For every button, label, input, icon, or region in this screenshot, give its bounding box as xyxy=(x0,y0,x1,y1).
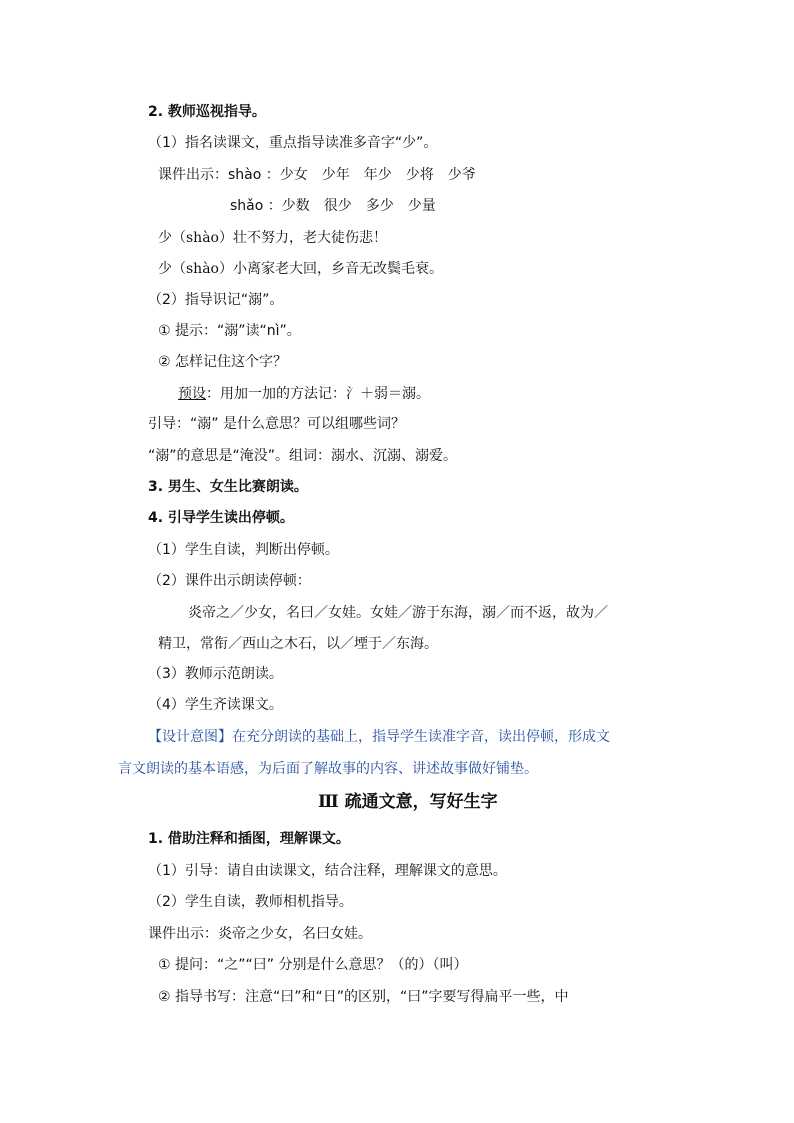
question-zhi-yue: ① 提问：“之”“曰” 分别是什么意思？（的）（叫） xyxy=(158,957,468,973)
guide-question: 引导：“溺” 是什么意思？可以组哪些词？ xyxy=(148,416,405,432)
design-intent-line-1: 【设计意图】在充分朗读的基础上，指导学生读准字音，读出停顿，形成文 xyxy=(148,729,610,745)
courseware-text: 炎帝之少女，名曰女娃。 xyxy=(218,926,372,942)
step-4-item-2: （2）课件出示朗读停顿： xyxy=(148,573,311,589)
courseware-shao4: 课件出示：shào ：少女 少年 年少 少将 少爷 xyxy=(158,167,476,183)
step-2-item-2: （2）指导识记“溺”。 xyxy=(148,292,284,308)
step-4-heading: 4. 引导学生读出停顿。 xyxy=(148,510,294,526)
tip-memorize: ② 怎样记住这个字？ xyxy=(158,354,288,370)
step-2-item-1: （1）指名读课文，重点指导读准多音字“少”。 xyxy=(148,135,438,151)
preset-line xyxy=(178,384,430,404)
task-1-heading: 1. 借助注释和插图，理解课文。 xyxy=(148,831,350,847)
preset-text: ：用加一加的方法记：氵＋弱＝溺。 xyxy=(206,386,430,402)
task-1-item-2: （2）学生自读，教师相机指导。 xyxy=(148,894,353,910)
task-1-item-1: （1）引导：请自由读课文，结合注释，理解课文的意思。 xyxy=(148,863,507,879)
pause-text-line-2: 精卫，常衔／西山之木石，以／堙于／东海。 xyxy=(158,636,438,652)
preset-label: 预设 xyxy=(178,386,206,402)
section-3-title: Ⅲ 疏通文意，写好生字 xyxy=(318,792,498,812)
courseware-line-2 xyxy=(148,924,372,944)
writing-guidance: ② 指导书写：注意“曰”和“日”的区别，“曰”字要写得扁平一些，中 xyxy=(158,989,569,1005)
pause-text-line-1: 炎帝之／少女，名曰／女娃。女娃／游于东海，溺／而不返，故为／ xyxy=(188,605,608,621)
step-2-heading: 2. 教师巡视指导。 xyxy=(148,104,266,120)
poem-line-2: 少（shào）小离家老大回，乡音无改鬓毛衰。 xyxy=(158,261,443,277)
courseware-shao3: shǎo ：少数 很少 多少 少量 xyxy=(230,198,436,214)
step-4-item-3: （3）教师示范朗读。 xyxy=(148,666,283,682)
meaning-line: “溺”的意思是“淹没”。组词：溺水、沉溺、溺爱。 xyxy=(148,448,458,464)
step-4-item-4: （4）学生齐读课文。 xyxy=(148,697,283,713)
poem-line-1: 少（shào）壮不努力，老大徒伤悲！ xyxy=(158,230,387,246)
design-intent-line-2: 言文朗读的基本语感，为后面了解故事的内容、讲述故事做好铺垫。 xyxy=(118,761,538,777)
tip-pronunciation: ① 提示：“溺”读“nì”。 xyxy=(158,323,301,339)
step-4-item-1: （1）学生自读，判断出停顿。 xyxy=(148,542,339,558)
step-3-heading: 3. 男生、女生比赛朗读。 xyxy=(148,479,308,495)
courseware-label: 课件出示： xyxy=(148,926,218,942)
